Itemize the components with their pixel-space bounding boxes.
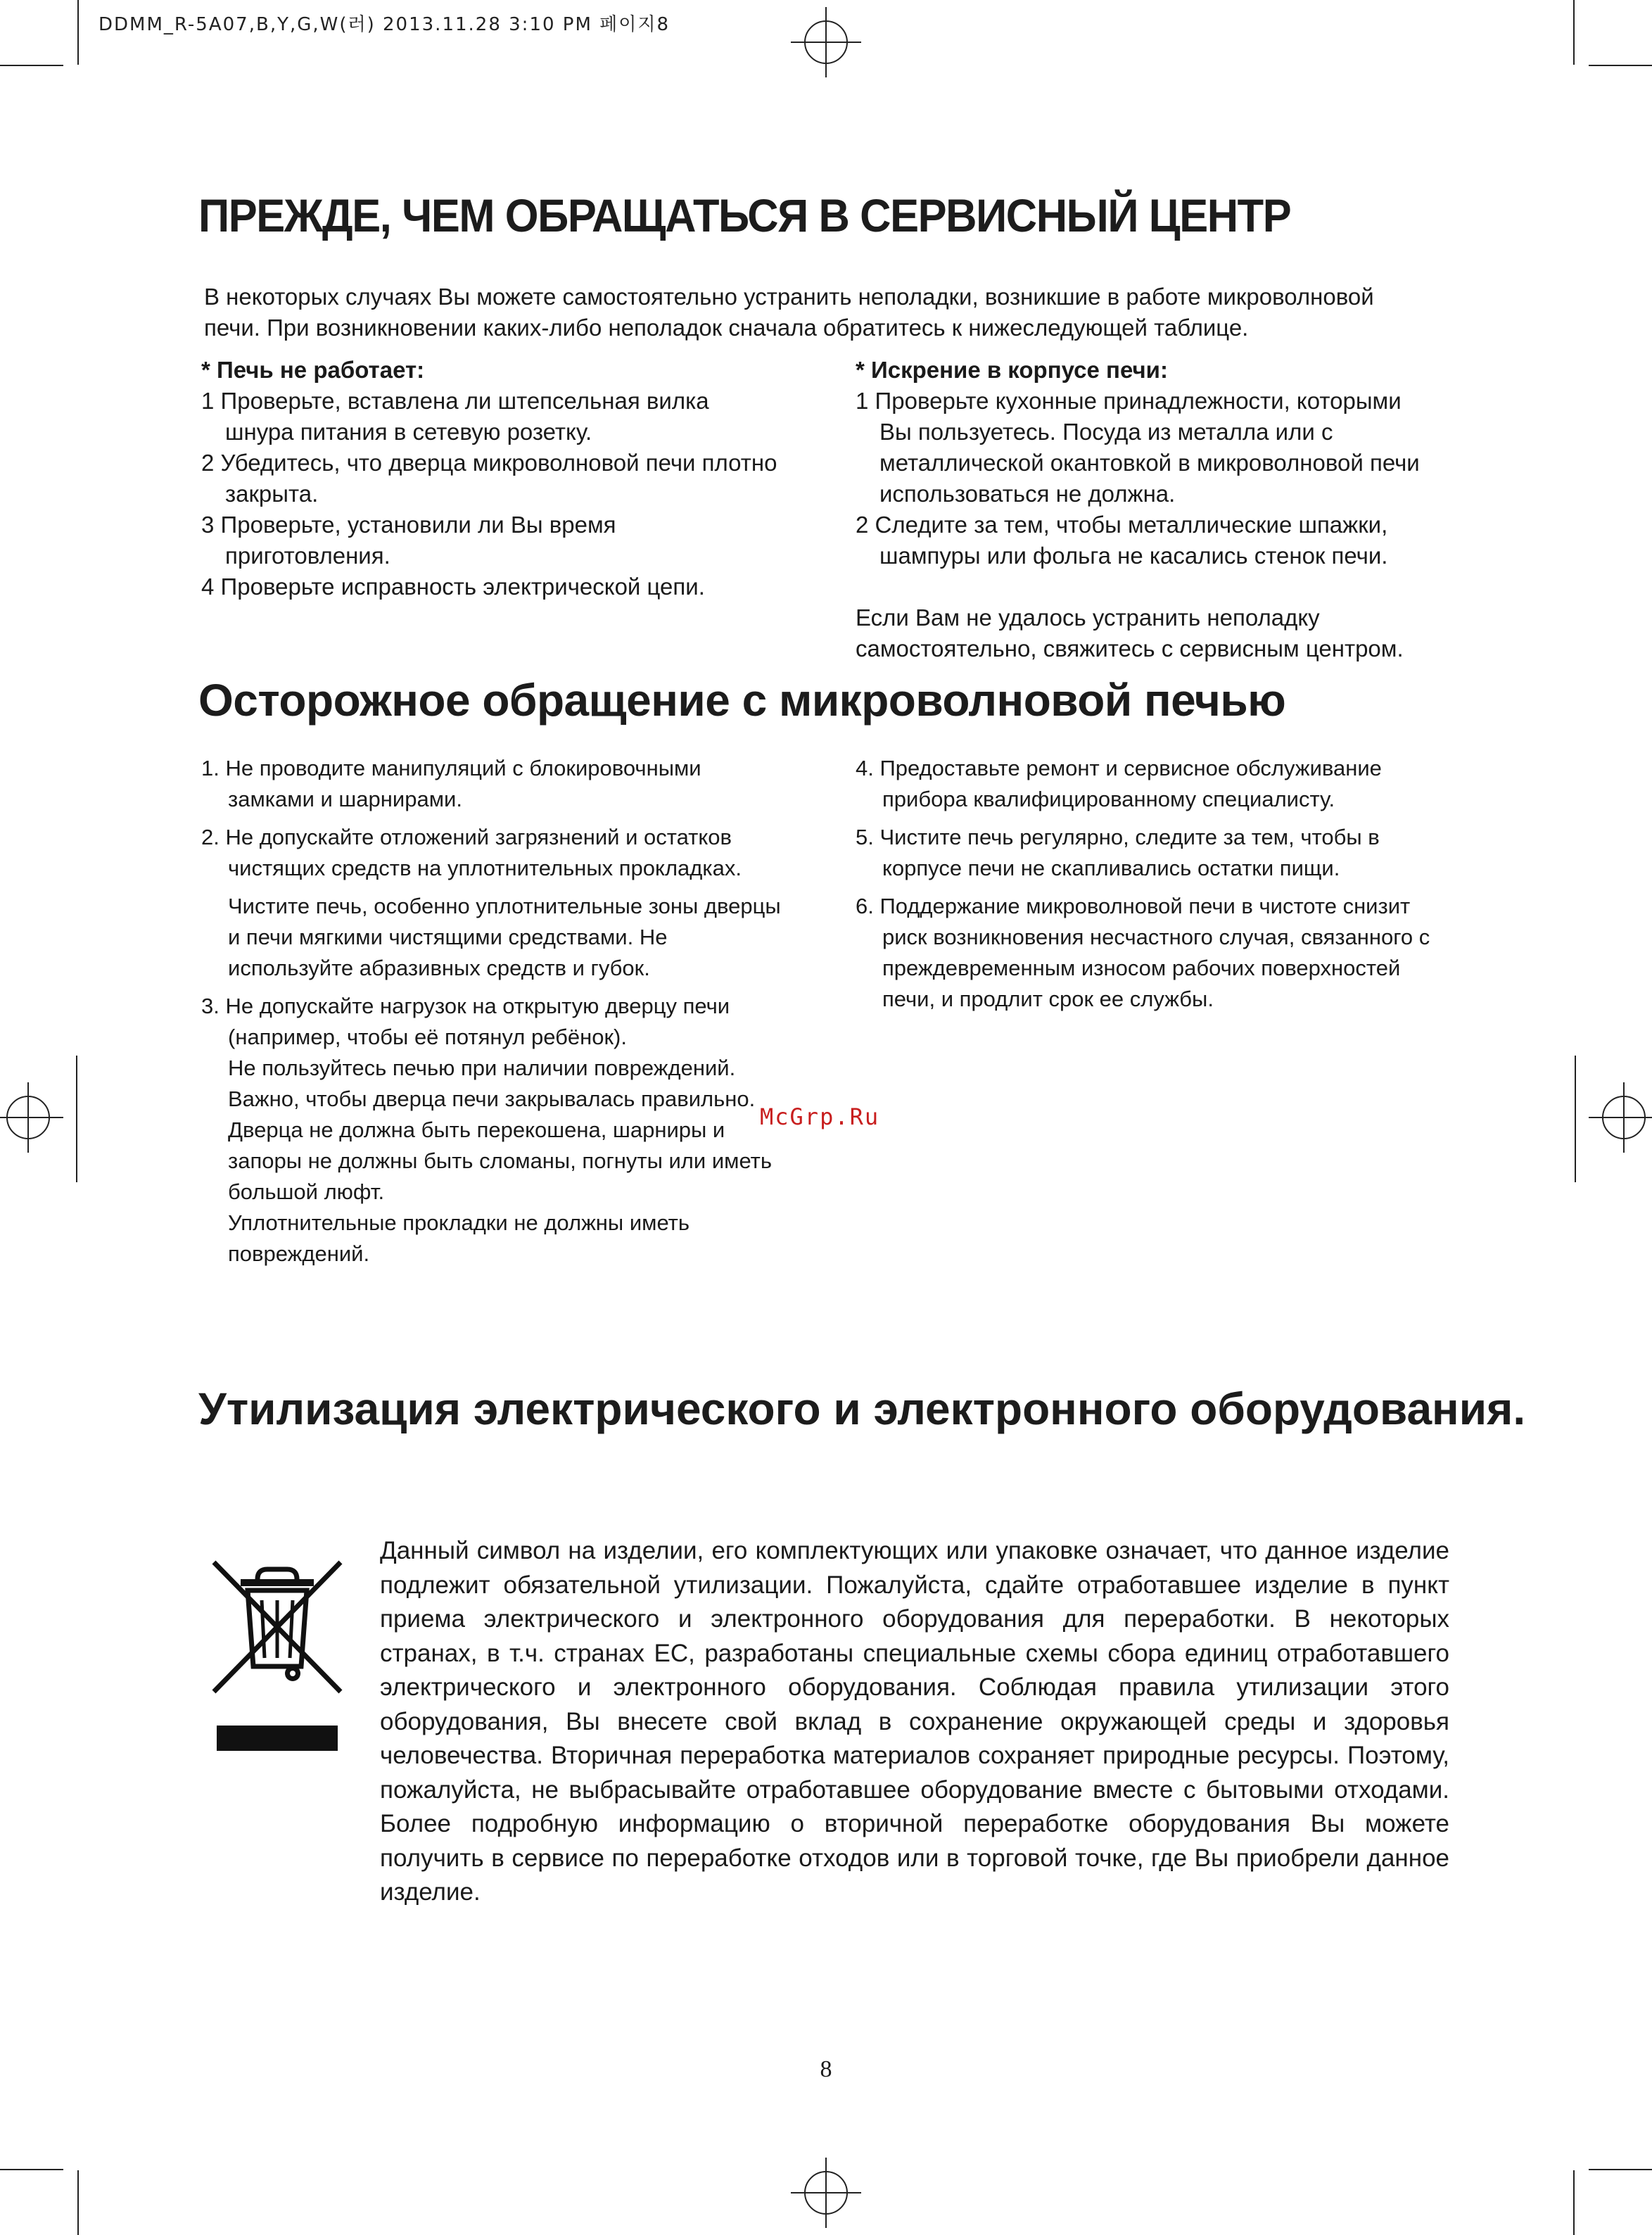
care-item-3: 3. Не допускайте нагрузок на открытую дверцу печи (например, чтобы её потянул ребёнок). (201, 994, 730, 1049)
service-section-title: ПРЕЖДЕ, ЧЕМ ОБРАЩАТЬСЯ В СЕРВИСНЫЙ ЦЕНТР (198, 189, 1291, 241)
care-item-6: 6. Поддержание микроволновой печи в чистоте снизит риск возникновения несчастного случая, связанного с преждевременным износом рабочих поверхностей печи, и продлит срок ее службы. (856, 894, 1430, 1011)
care-item-2: 2. Не допускайте отложений загрязнений и остатков чистящих средств на уплотнительных прокладках. (201, 825, 742, 880)
side-trim-line-right (1575, 1056, 1576, 1182)
no-power-heading: * Печь не работает: (201, 357, 425, 383)
care-item-3-details (201, 1053, 792, 1270)
service-intro-line-2: печи. При возникновении каких-либо неполадок сначала обратитесь к нижеследующей таблице. (204, 315, 1249, 341)
sparking-column (856, 355, 1440, 664)
registration-mark-right (1589, 1082, 1652, 1153)
care-item-3-line: Не пользуйтесь печью при наличии повреждений. (228, 1056, 736, 1080)
registration-mark-left (0, 1082, 63, 1153)
page-number: 8 (820, 2056, 832, 2082)
service-intro (204, 281, 1456, 343)
weee-crossed-bin-icon (207, 1554, 348, 1752)
care-left-column (201, 753, 792, 1270)
no-power-column (201, 355, 778, 602)
registration-mark-top (791, 7, 861, 77)
list-item: 4 Проверьте исправность электрической цепи. (201, 574, 705, 600)
service-intro-line-1: В некоторых случаях Вы можете самостоятельно устранить неполадки, возникшие в работе микроволновой (204, 284, 1374, 310)
care-item-4: 4. Предоставьте ремонт и сервисное обслуживание прибора квалифицированному специалисту. (856, 756, 1382, 811)
list-item: 2 Следите за тем, чтобы металлические шпажки, шампуры или фольга не касались стенок печи. (856, 512, 1388, 569)
sparking-heading: * Искрение в корпусе печи: (856, 357, 1168, 383)
care-item-1: 1. Не проводите манипуляций с блокировочными замками и шарнирами. (201, 756, 701, 811)
care-item-3-line: Важно, чтобы дверца печи закрывалась правильно. (228, 1087, 756, 1111)
care-item-3-line: Дверца не должна быть перекошена, шарниры и запоры не должны быть сломаны, погнуты или иметь большой люфт. (228, 1118, 773, 1204)
list-item: 3 Проверьте, установили ли Вы время приготовления. (201, 512, 616, 569)
list-item: 1 Проверьте кухонные принадлежности, которыми Вы пользуетесь. Посуда из металла или с металлической окантовкой в микроволновой печи использоваться не должна. (856, 388, 1420, 507)
care-item-3-line: Уплотнительные прокладки не должны иметь повреждений. (228, 1210, 690, 1266)
registration-mark-bottom (791, 2158, 861, 2228)
disposal-text: Данный символ на изделии, его комплектующих или упаковке означает, что данное изделие подлежит обязательной утилизации. Пожалуйста, сдайте отработавшее изделие в пункт приема электрического и электронного оборудования для переработки. В некоторых странах, в т.ч. странах ЕС, разработаны специальные схемы сбора единиц отработавшего электрического и электронного оборудования. Соблюдая правила утилизации этого оборудования, Вы внесете свой вклад в сохранение окружающей среды и здоровья человечества. Вторичная переработка материалов сохраняет природные ресурсы. Поэтому, пожалуйста, не выбрасывайте отработавшее оборудование вместе с бытовыми отходами. Более подробную информацию о вторичной переработке оборудования Вы можете получить в сервисе по переработке отходов или в торговой точке, где Вы приобрели данное изделие. (380, 1537, 1449, 1906)
side-trim-line-left (76, 1056, 77, 1182)
care-section-title: Осторожное обращение с микроволновой печью (198, 675, 1286, 726)
service-center-note: Если Вам не удалось устранить неполадку самостоятельно, свяжитесь с сервисным центром. (856, 604, 1404, 661)
care-item-5: 5. Чистите печь регулярно, следите за тем, чтобы в корпусе печи не скапливались остатки пищи. (856, 825, 1380, 880)
list-item: 2 Убедитесь, что дверца микроволновой печи плотно закрыта. (201, 450, 777, 507)
care-right-column (856, 753, 1440, 1022)
print-slug: DDMM_R-5A07,B,Y,G,W(러) 2013.11.28 3:10 PM 페이지8 (99, 14, 671, 35)
care-item-2-continued: Чистите печь, особенно уплотнительные зоны дверцы и печи мягкими чистящими средствами. Не используйте абразивных средств и губок. (228, 894, 781, 980)
disposal-section-title: Утилизация электрического и электронного оборудования. (198, 1384, 1526, 1434)
list-item: 1 Проверьте, вставлена ли штепсельная вилка шнура питания в сетевую розетку. (201, 388, 709, 445)
watermark: McGrp.Ru (760, 1103, 880, 1130)
